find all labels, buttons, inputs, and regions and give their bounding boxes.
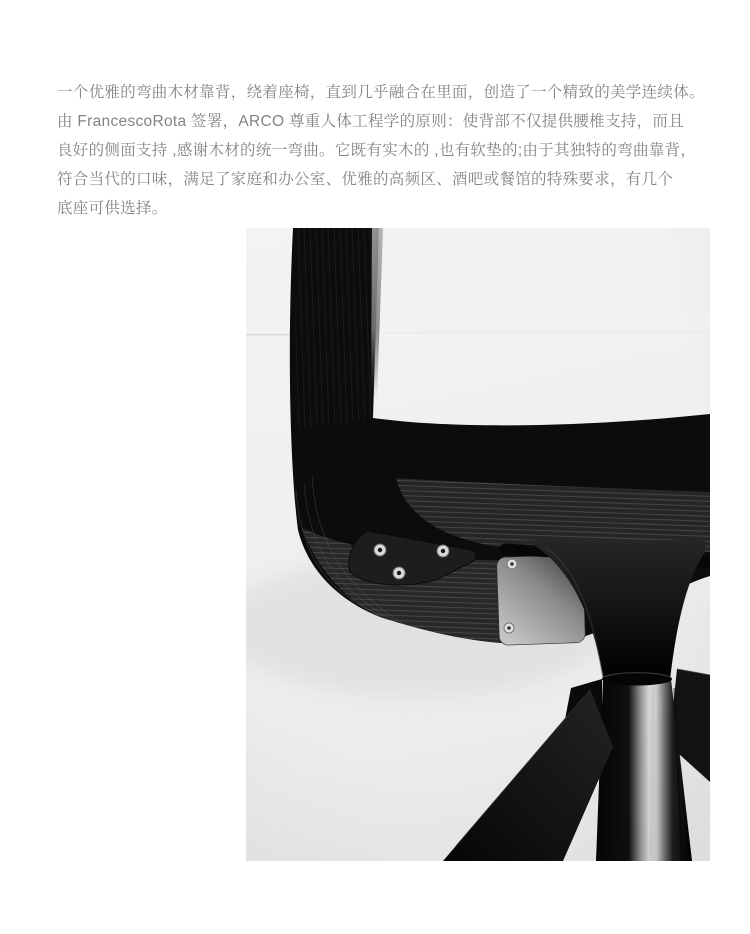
- description-line-4: 符合当代的口味，满足了家庭和办公室、优雅的高频区、酒吧或餐馆的特殊要求，有几个: [57, 171, 674, 188]
- description-line-1: 一个优雅的弯曲木材靠背，绕着座椅，直到几乎融合在里面，创造了一个精致的美学连续体。: [57, 84, 705, 101]
- product-description: [57, 78, 707, 223]
- vignette: [246, 228, 710, 861]
- product-photo: [246, 228, 710, 861]
- chair-photo-illustration: [246, 228, 710, 861]
- description-line-5: 底座可供选择。: [57, 200, 168, 217]
- description-line-2: 由 FrancescoRota 签署，ARCO 尊重人体工程学的原则：使背部不仅提供腰椎支持，而且: [57, 113, 685, 130]
- description-line-3: 良好的侧面支持 ,感谢木材的统一弯曲。它既有实木的 ,也有软垫的;由于其独特的弯曲靠背，: [57, 142, 697, 159]
